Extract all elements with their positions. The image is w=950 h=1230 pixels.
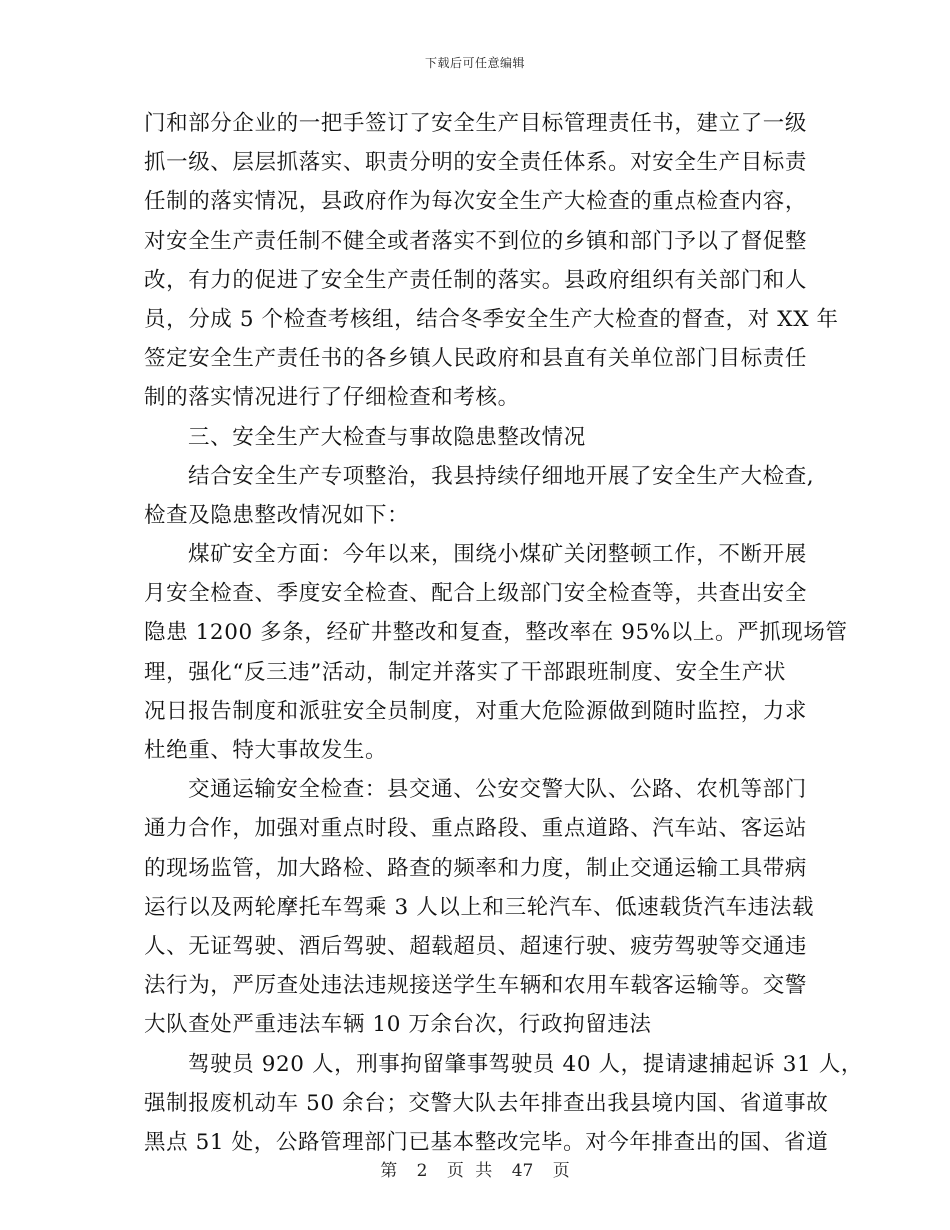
text-line: 对安全生产责任制不健全或者落实不到位的乡镇和部门予以了督促整	[144, 228, 808, 254]
text-line: 理，强化“反三违”活动，制定并落实了干部跟班制度、安全生产状	[144, 659, 786, 685]
text-line: 驾驶员 920 人，刑事拘留肇事驾驶员 40 人，提请逮捕起诉 31 人，	[188, 1051, 863, 1077]
text-line: 运行以及两轮摩托车驾乘 3 人以上和三轮汽车、低速载货汽车违法载	[144, 894, 815, 920]
text-line: 法行为，严厉查处违法违规接送学生车辆和农用车载客运输等。交警	[144, 973, 808, 999]
text-line: 三、安全生产大检查与事故隐患整改情况	[188, 424, 586, 450]
text-line: 煤矿安全方面：今年以来，围绕小煤矿关闭整顿工作，不断开展	[188, 542, 807, 568]
footer-middle: 页 共	[446, 1161, 493, 1181]
page-number: 2	[416, 1161, 428, 1181]
text-line: 的现场监管，加大路检、路查的频率和力度，制止交通运输工具带病	[144, 855, 808, 881]
text-line: 门和部分企业的一把手签订了安全生产目标管理责任书，建立了一级	[144, 111, 808, 136]
page-header: 下载后可任意编辑	[424, 56, 525, 70]
footer-suffix: 页	[552, 1161, 570, 1181]
text-line: 结合安全生产专项整治，我县持续仔细地开展了安全生产大检查,	[188, 463, 815, 489]
text-line: 大队查处严重违法车辆 10 万余台次，行政拘留违法	[144, 1012, 652, 1038]
section-heading	[144, 418, 809, 457]
document-body	[144, 104, 863, 1162]
paragraph-drivers	[144, 1045, 863, 1163]
paragraph-responsibility	[144, 104, 839, 418]
text-line: 杜绝重、特大事故发生。	[144, 738, 388, 763]
text-line: 制的落实情况进行了仔细检查和考核。	[144, 385, 520, 411]
text-line: 隐患 1200 多条，经矿井整改和复查，整改率在 95%以上。严抓现场管	[144, 620, 848, 646]
text-line: 检查及隐患整改情况如下：	[144, 502, 410, 528]
total-pages: 47	[511, 1161, 534, 1181]
text-line: 抓一级、层层抓落实、职责分明的安全责任体系。对安全生产目标责	[144, 150, 808, 176]
page-footer	[0, 1156, 950, 1181]
paragraph-inspection-intro	[144, 457, 815, 535]
footer-prefix: 第	[380, 1161, 398, 1181]
text-line: 月安全检查、季度安全检查、配合上级部门安全检查等，共查出安全	[144, 581, 808, 607]
text-line: 员，分成 5 个检查考核组，结合冬季安全生产大检查的督查，对 XX 年	[144, 306, 839, 332]
text-line: 人、无证驾驶、酒后驾驶、超载超员、超速行驶、疲劳驾驶等交通违	[144, 933, 808, 959]
paragraph-traffic	[144, 770, 815, 1044]
text-line: 改，有力的促进了安全生产责任制的落实。县政府组织有关部门和人	[144, 267, 808, 293]
paragraph-coal-mine	[144, 535, 848, 770]
text-line: 强制报废机动车 50 余台；交警大队去年排查出我县境内国、省道事故	[144, 1090, 829, 1116]
text-line: 签定安全生产责任书的各乡镇人民政府和县直有关单位部门目标责任	[144, 346, 808, 372]
text-line: 通力合作，加强对重点时段、重点路段、重点道路、汽车站、客运站	[144, 816, 808, 842]
text-line: 任制的落实情况，县政府作为每次安全生产大检查的重点检查内容，	[144, 189, 808, 215]
text-line: 黑点 51 处，公路管理部门已基本整改完毕。对今年排查出的国、省道	[144, 1129, 829, 1155]
text-line: 交通运输安全检查：县交通、公安交警大队、公路、农机等部门	[188, 777, 807, 803]
text-line: 况日报告制度和派驻安全员制度，对重大危险源做到随时监控，力求	[144, 698, 808, 724]
